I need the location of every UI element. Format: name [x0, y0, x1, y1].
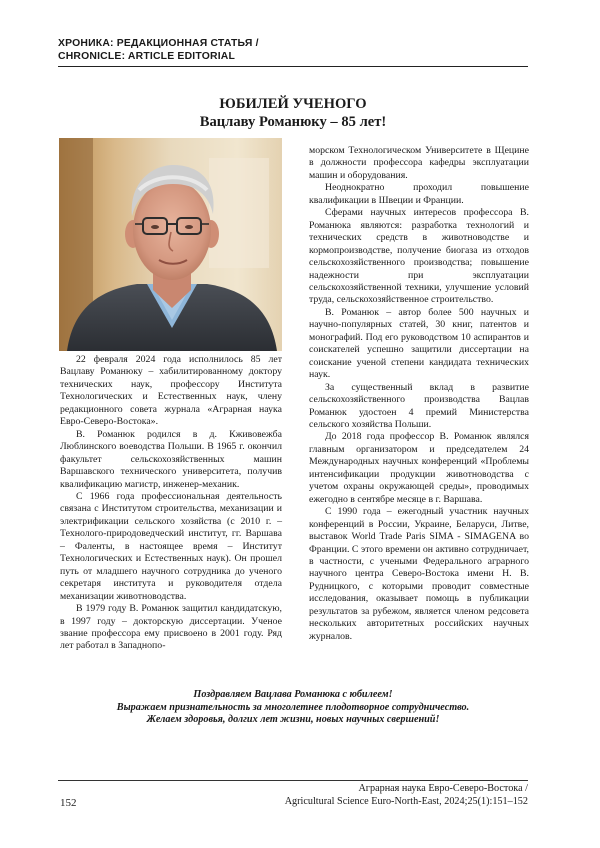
page-number: 152	[60, 797, 77, 809]
paragraph-collaboration: С 1990 года – ежегодный участник научных конференций в России, Украине, Беларуси, Литве, выставок World Trade Paris SIMA - SIMAGENA во Франции. С этого времени он активно сотрудничает, в частности, с учеными Федерального аграрного научного центра Северо-Востока имени Н. В. Рудницкого, с которыми проводит совместные исследования, оказывает помощь в публикации результатов за рубежом, является членом редсовета нескольких авторитетных российских научных журналов.	[309, 506, 529, 642]
footer-divider	[58, 780, 528, 781]
paragraph-conferences: До 2018 года профессор В. Романюк являлся главным организатором и председателем 24 Международных научных конференций «Проблемы интенсификации продукции животноводства с учетом охраны окружающей среды», проводимых ежегодно в сентябре месяце в г. Варшава.	[309, 431, 529, 505]
closing-greeting	[58, 689, 528, 727]
paragraph-awards: За существенный вклад в развитие сельскохозяйственного производства Вацлав Романюк удостоен 4 премий Министерства сельского хозяйства Польши.	[309, 381, 529, 430]
left-column	[60, 354, 282, 653]
paragraph-szczecin: морском Технологическом Университете в Щецине в должности профессора кафедры эксплуатации машин и оборудования.	[309, 145, 529, 181]
paragraph-research-interests: Сферами научных интересов профессора В. Романюка являются: разработка технологий и технических средств в животноводстве и кормопроизводстве, получение биогаза из отходов сельскохозяйственного производства; повышение надежности при эксплуатации сельскохозяйственной техники, улучшение условий труда, сельскохозяйственное строительство.	[309, 207, 529, 306]
portrait-photo	[59, 138, 282, 351]
paragraph-qualification: Неоднократно проходил повышение квалификации в Швеции и Франции.	[309, 182, 529, 206]
journal-name-ru: Аграрная наука Евро-Северо-Востока /	[358, 783, 528, 794]
section-header-ru: ХРОНИКА: РЕДАКЦИОННАЯ СТАТЬЯ /	[58, 38, 259, 49]
journal-citation	[285, 783, 528, 808]
journal-name-en: Agricultural Science Euro-North-East, 2024;25(1):151–152	[284, 795, 528, 807]
paragraph-education: В. Романюк родился в д. Кживовежба Люблинского воеводства Польши. В 1965 г. окончил факультет сельскохозяйственных машин Варшавского технического университета, получив квалификацию магистр, инженер-механик.	[60, 428, 282, 490]
paragraph-degrees: В 1979 году В. Романюк защитил кандидатскую, в 1997 году – докторскую диссертации. Ученое звание профессора ему присвоено в 2001 году. Ряд лет работал в Западнопо-	[60, 603, 282, 652]
closing-line-gratitude: Выражаем признательность за многолетнее плодотворное сотрудничество.	[116, 701, 470, 713]
paragraph-publications: В. Романюк – автор более 500 научных и научно-популярных статей, 30 книг, патентов и монографий. Под его руководством 10 аспирантов и соискателей успешно защитили диссертации на соискание ученой степени кандидата технических наук.	[309, 306, 529, 381]
article-title: ЮБИЛЕЙ УЧЕНОГО	[219, 96, 367, 112]
closing-line-congrats: Поздравляем Вацлава Романюка с юбилеем!	[193, 689, 393, 700]
paragraph-career: С 1966 года профессиональная деятельность связана с Институтом строительства, механизации и электрификации сельского хозяйства (с 2010 г. – Технолого-природоведческий институт, гг. Варшава – Фаленты, в настоящее время – Институт Технологических и Естественных наук). Он прошел путь от младшего научного сотрудника до ученого секретаря института и руководителя отдела механизации животноводства.	[60, 490, 282, 602]
closing-line-wishes: Желаем здоровья, долгих лет жизни, новых научных свершений!	[146, 714, 440, 725]
article-subtitle: Вацлаву Романюку – 85 лет!	[199, 114, 387, 130]
header-divider	[58, 66, 528, 67]
right-column	[309, 145, 529, 643]
section-header	[58, 38, 528, 63]
paragraph-birthday: 22 февраля 2024 года исполнилось 85 лет Вацлаву Романюку – хабилитированному доктору технических наук, профессору Института Технологических и Естественных наук, члену редакционного совета журнала «Аграрная наука Евро-Северо-Востока».	[60, 354, 282, 428]
section-header-en: CHRONICLE: ARTICLE EDITORIAL	[58, 50, 236, 62]
